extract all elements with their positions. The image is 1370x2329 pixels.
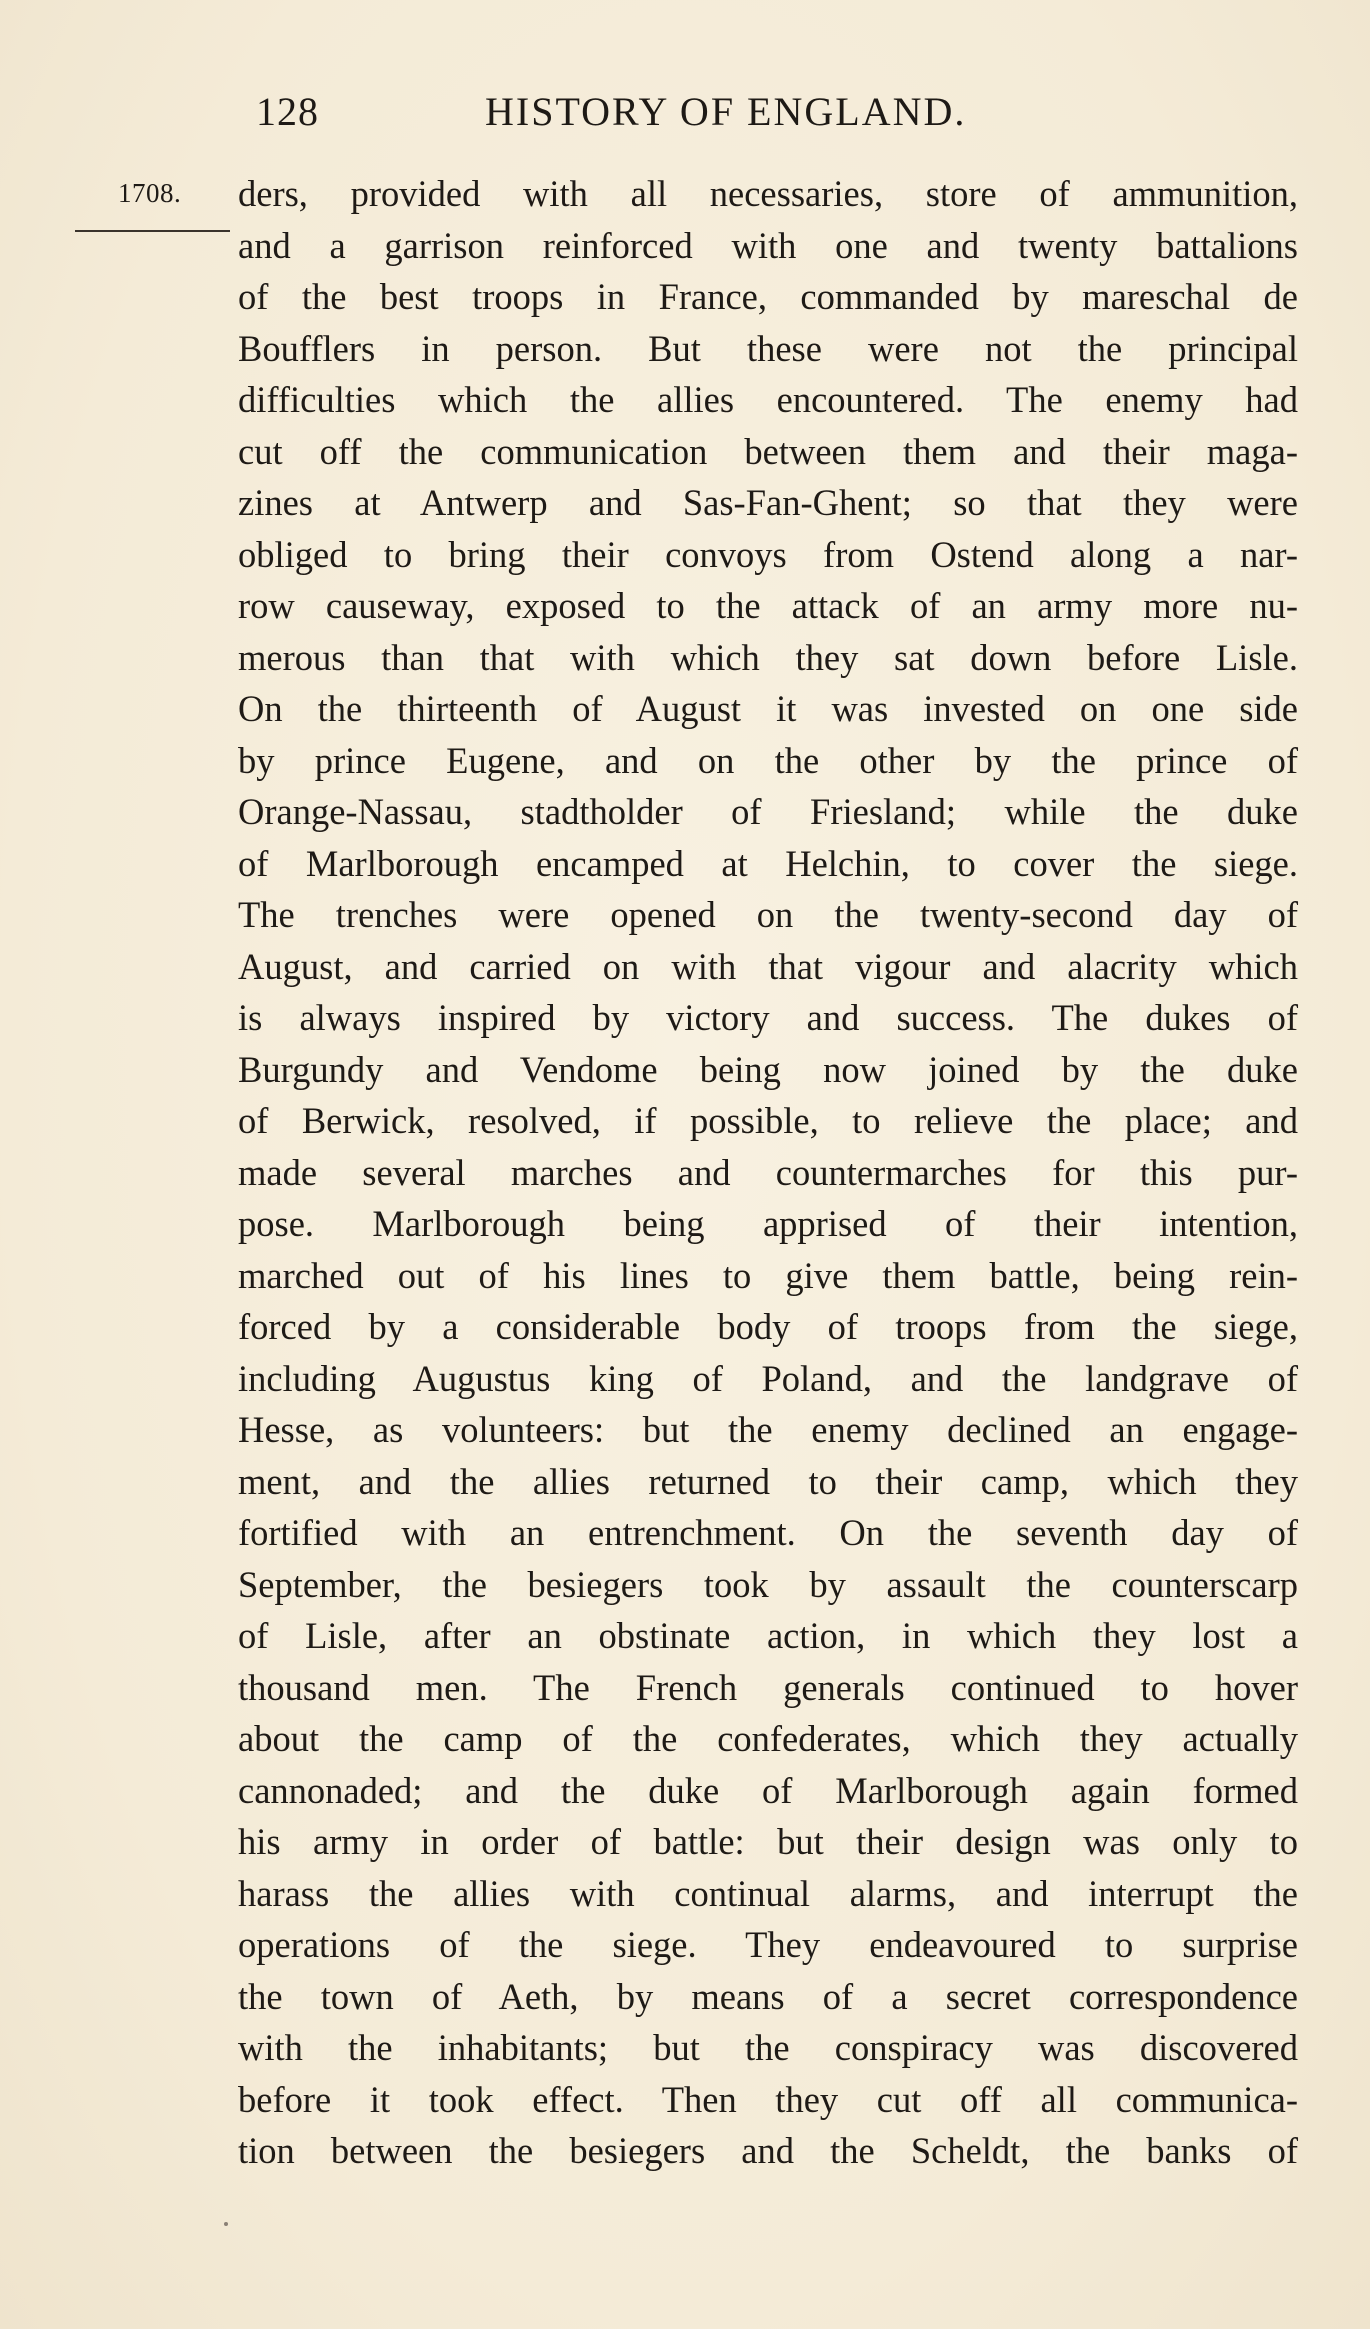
text-line: pose. Marlborough being apprised of their intention, (238, 1203, 1298, 1244)
text-line: Hesse, as volunteers: but the enemy declined an engage- (238, 1409, 1298, 1450)
text-line: including Augustus king of Poland, and the landgrave of (238, 1357, 1298, 1399)
margin-rule (75, 230, 230, 232)
text-line: cut off the communication between them and their maga- (238, 430, 1298, 472)
running-head (250, 88, 1070, 138)
text-line: Burgundy and Vendome being now joined by the duke (238, 1048, 1298, 1090)
text-line: Orange-Nassau, stadtholder of Friesland; while the duke (238, 791, 1298, 832)
text-line: and a garrison reinforced with one and twenty battalions (238, 224, 1298, 266)
text-line: forced by a considerable body of troops from the siege, (238, 1306, 1298, 1347)
text-line: difficulties which the allies encountered. The enemy had (238, 379, 1298, 420)
text-line: operations of the siege. They endeavoured to surprise (238, 1924, 1298, 1965)
text-line: ders, provided with all necessaries, store of ammunition, (238, 173, 1298, 214)
text-line: the town of Aeth, by means of a secret correspondence (238, 1975, 1298, 2017)
running-title: HISTORY OF ENGLAND. (485, 89, 967, 134)
text-line: row causeway, exposed to the attack of an army more nu- (238, 585, 1298, 626)
text-line: thousand men. The French generals continued to hover (238, 1666, 1298, 1708)
margin-year: 1708. (118, 178, 182, 208)
text-line: with the inhabitants; but the conspiracy was discovered (238, 2027, 1298, 2068)
text-line: ment, and the allies returned to their camp, which they (238, 1460, 1298, 1502)
text-line: made several marches and countermarches for this pur- (238, 1151, 1298, 1193)
ink-speck (224, 2222, 228, 2226)
text-line: zines at Antwerp and Sas-Fan-Ghent; so that they were (238, 482, 1298, 523)
text-line: of Marlborough encamped at Helchin, to cover the siege. (238, 842, 1298, 884)
text-line: On the thirteenth of August it was invested on one side (238, 688, 1298, 729)
text-line: harass the allies with continual alarms, and interrupt the (238, 1872, 1298, 1914)
text-line: September, the besiegers took by assault the counterscarp (238, 1563, 1298, 1605)
text-line: marched out of his lines to give them battle, being rein- (238, 1254, 1298, 1296)
text-line: Boufflers in person. But these were not the principal (238, 327, 1298, 369)
text-line: tion between the besiegers and the Scheldt, the banks of (238, 2130, 1298, 2171)
text-line: The trenches were opened on the twenty-second day of (238, 894, 1298, 935)
body-text (238, 168, 1298, 2177)
text-line: fortified with an entrenchment. On the seventh day of (238, 1512, 1298, 1553)
text-line: by prince Eugene, and on the other by the prince of (238, 739, 1298, 781)
text-line: about the camp of the confederates, which they actually (238, 1718, 1298, 1759)
page-number: 128 (256, 89, 319, 134)
text-line: merous than that with which they sat down before Lisle. (238, 636, 1298, 678)
text-line: is always inspired by victory and success. The dukes of (238, 997, 1298, 1038)
text-line: before it took effect. Then they cut off all communica- (238, 2078, 1298, 2120)
text-line: cannonaded; and the duke of Marlborough again formed (238, 1769, 1298, 1811)
text-line: obliged to bring their convoys from Ostend along a nar- (238, 533, 1298, 575)
text-line: of Berwick, resolved, if possible, to relieve the place; and (238, 1100, 1298, 1141)
text-line: August, and carried on with that vigour and alacrity which (238, 945, 1298, 987)
text-line: of Lisle, after an obstinate action, in which they lost a (238, 1615, 1298, 1656)
text-line: of the best troops in France, commanded by mareschal de (238, 276, 1298, 317)
text-line: his army in order of battle: but their design was only to (238, 1821, 1298, 1862)
